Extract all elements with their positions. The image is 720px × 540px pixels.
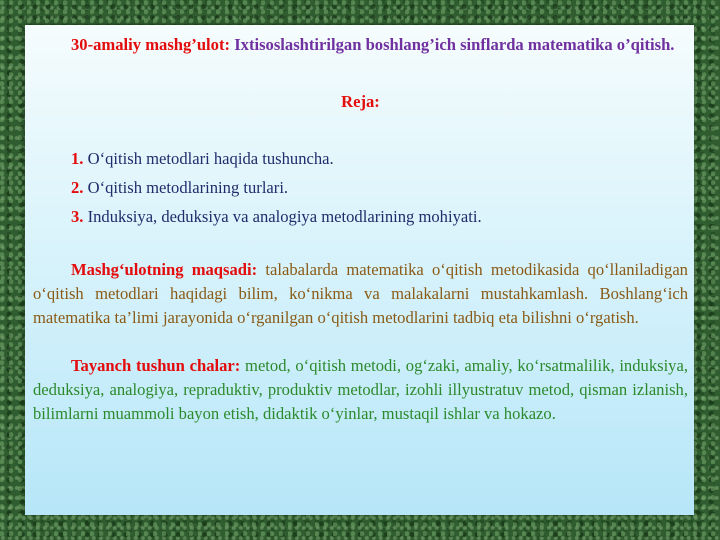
title-number: 30-amaliy mashg’ulot: [71, 35, 231, 54]
plan-item-number: 3. [71, 207, 84, 226]
plan-item-text: Induksiya, deduksiya va analogiya metodlarining mohiyati. [87, 207, 482, 226]
plan-item [33, 147, 688, 171]
goal-label: Mashg‘ulotning maqsadi: [71, 260, 258, 279]
plan-item-number: 1. [71, 149, 84, 168]
concepts-label: Tayanch tushun chalar: [71, 356, 241, 375]
plan-heading: Reja: [341, 92, 380, 111]
plan-list [33, 147, 688, 229]
plan-item-number: 2. [71, 178, 84, 197]
goal-text: talabalarda matematika o‘qitish metodikasida qo‘llaniladigan o‘qitish metodlari haqidagi bilim, ko‘nikma va malakalarni mustahkamlash. Boshlang‘ich matematika ta’limi jarayonida o‘rganilgan o‘qitish metodlarini tadbiq eta bilishni o‘rgatish. [33, 260, 688, 327]
plan-item [33, 205, 688, 229]
plan-item [33, 176, 688, 200]
concepts-paragraph [33, 354, 688, 426]
goal-paragraph [33, 258, 688, 330]
slide-title [33, 33, 688, 57]
plan-item-text: O‘qitish metodlarining turlari. [87, 178, 289, 197]
concepts-text: metod, o‘qitish metodi, og‘zaki, amaliy, ko‘rsatmalilik, induksiya, deduksiya, analogiya, repraduktiv, produktiv metodlar, izohli illyustratuv metod, qisman izlanish, bilimlarni muammoli bayon etish, didaktik o‘yinlar, mustaqil ishlar va hokazo. [33, 356, 688, 423]
plan-item-text: O‘qitish metodlari haqida tushuncha. [87, 149, 334, 168]
slide-panel [25, 25, 694, 515]
title-text: Ixtisoslashtirilgan boshlang’ich sinflarda matematika o’qitish. [234, 35, 675, 54]
